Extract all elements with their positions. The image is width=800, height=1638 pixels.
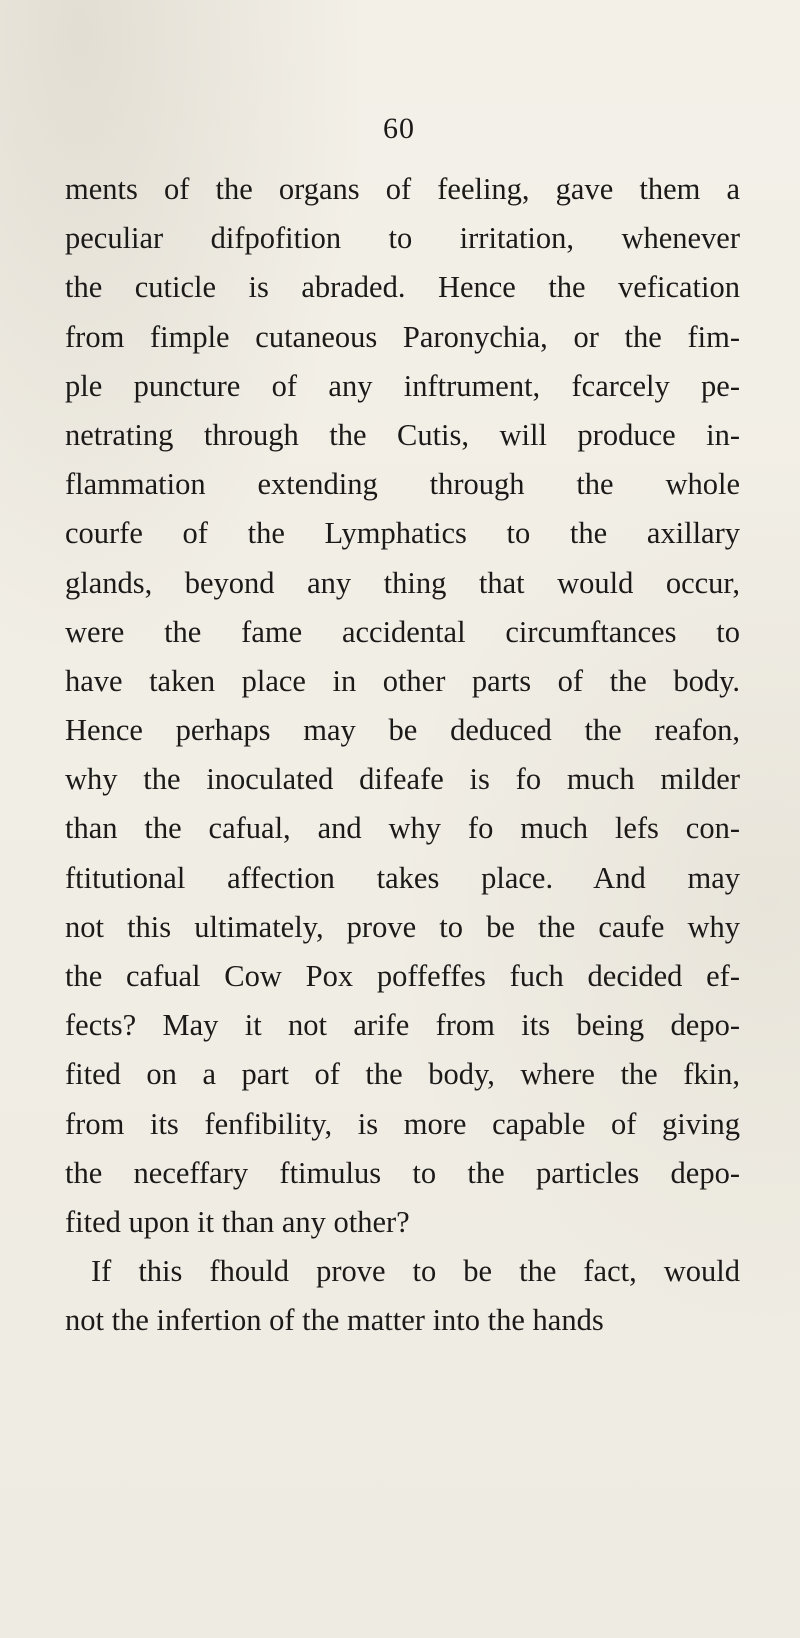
text-line: Hence perhaps may be deduced the reafon,: [65, 713, 740, 748]
text-line: have taken place in other parts of the body.: [65, 663, 740, 698]
text-line: from its fenfibility, is more capable of giving: [65, 1106, 740, 1141]
body-text: [65, 165, 740, 1346]
text-line: not this ultimately, prove to be the caufe why: [65, 909, 740, 944]
text-line: from fimple cutaneous Paronychia, or the fim-: [65, 319, 740, 354]
text-line: ple puncture of any inftrument, fcarcely pe-: [65, 368, 740, 403]
text-line: fects? May it not arife from its being depo-: [65, 1008, 740, 1043]
text-line: the neceffary ftimulus to the particles depo-: [65, 1155, 740, 1190]
text-line: glands, beyond any thing that would occur,: [65, 565, 740, 600]
text-line: why the inoculated difeafe is fo much milder: [65, 762, 740, 797]
text-line: ftitutional affection takes place. And may: [65, 860, 740, 895]
text-line: flammation extending through the whole: [65, 467, 740, 502]
text-line: netrating through the Cutis, will produce in-: [65, 417, 740, 452]
text-line: If this fhould prove to be the fact, would: [91, 1254, 740, 1289]
text-line: the cuticle is abraded. Hence the vefication: [65, 270, 740, 305]
text-line: fited upon it than any other?: [65, 1204, 410, 1239]
text-line: the cafual Cow Pox poffeffes fuch decided ef-: [65, 959, 740, 993]
text-line: not the infertion of the matter into the hands: [65, 1303, 604, 1338]
text-line: courfe of the Lymphatics to the axillary: [65, 516, 740, 551]
page-number: 60: [383, 112, 415, 145]
text-line: were the fame accidental circumftances to: [65, 614, 740, 649]
text-line: peculiar difpofition to irritation, whenever: [65, 221, 740, 256]
text-line: ments of the organs of feeling, gave them a: [65, 172, 740, 206]
text-line: than the cafual, and why fo much lefs con-: [65, 811, 740, 846]
text-line: fited on a part of the body, where the fkin,: [65, 1057, 740, 1092]
